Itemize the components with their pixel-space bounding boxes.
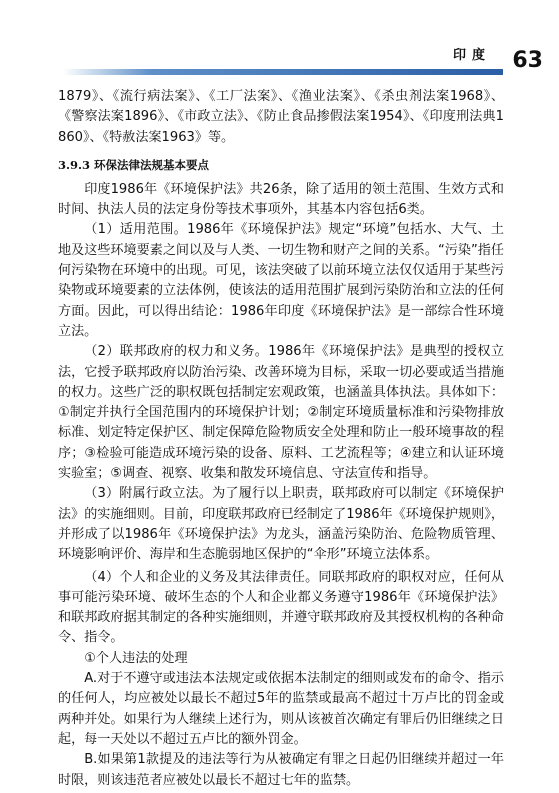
paragraph-subsidiary-legislation: （3）附属行政立法。为了履行以上职责，联邦政府可以制定《环境保护法》的实施细则。目前，印度联邦政府已经制定了1986年《环境保护规则》，并形成了以1986年《环境保护法》为龙头，涵盖污染防治、危险物质管理、环境影响评价、海岸和生态脆弱地区保护的“伞形”环境立法体系。 (58, 486, 504, 563)
paragraph-individual-violations-heading: ①个人违法的处理 (84, 650, 188, 666)
paragraph-overview: 印度1986年《环境保护法》共26条，除了适用的领土范围、生效方式和时间、执法人员的法定身份等技术事项外，其基本内容包括6类。 (58, 181, 504, 218)
paragraph-scope: （1）适用范围。1986年《环境保护法》规定“环境”包括水、大气、土地及这些环境要素之间以及与人类、一切生物和财产之间的关系。“污染”指任何污染物在环境中的出现。可见，该法突破了以前环境立法仅仅适用于某些污染物或环境要素的立法体例，使该法的适用范围扩展到污染防治和立法的任何方面。因此，可以得出结论：1986年印度《环境保护法》是一部综合性环境立法。 (58, 222, 504, 339)
paragraph-obligations: （4）个人和企业的义务及其法律责任。同联邦政府的职权对应，任何从事可能污染环境、破坏生态的个人和企业都义务遵守1986年《环境保护法》和联邦政府据其制定的各种实施细则，并遵守联邦政府及其授权机构的各种命令、指令。 (58, 569, 504, 646)
paragraph-continued-list: 1879》、《流行病法案》、《工厂法案》、《渔业法案》、《杀虫剂法案1968》、《警察法案1896》、《市政立法》、《防止食品掺假法案1954》、《印度刑法典1860》、《特赦法案1963》等。 (58, 89, 504, 145)
paragraph-clause-b: B.如果第1款提及的违法等行为从被确定有罪之日起仍旧继续并超过一年时限，则该违范者应被处以最长不超过七年的监禁。 (58, 752, 504, 788)
page-header (0, 38, 559, 78)
section-subheading: 3.9.3 环保法律法规基本要点 (58, 157, 210, 172)
page-number: 63 (512, 48, 543, 73)
paragraph-clause-a: A.对于不遵守或违法本法规定或依据本法制定的细则或发布的命令、指示的任何人，均应被处以最长不超过5年的监禁或最高不超过十万卢比的罚金或两种并处。如果行为人继续上述行为，则从该被首次确定有罪后仍旧继续之日起，每一天处以不超过五卢比的额外罚金。 (58, 671, 504, 747)
paragraph-federal-powers: （2）联邦政府的权力和义务。1986年《环境保护法》是典型的授权立法，它授予联邦政府以防治污染、改善环境为目标，采取一切必要或适当措施的权力。这些广泛的职权既包括制定宏观政策，也涵盖具体执法。具体如下：①制定并执行全国范围内的环境保护计划；②制定环境质量标准和污染物排放标准、划定特定保护区、制定保障危险物质安全处理和防止一般环境事故的程序；③检验可能造成环境污染的设备、原料、工艺流程等；④建立和认证环境实验室；⑤调查、视察、收集和散发环境信息、守法宣传和指导。 (58, 344, 504, 482)
header-rule (63, 69, 503, 75)
running-header-title: 印度 (452, 48, 491, 63)
page-body (58, 87, 504, 791)
